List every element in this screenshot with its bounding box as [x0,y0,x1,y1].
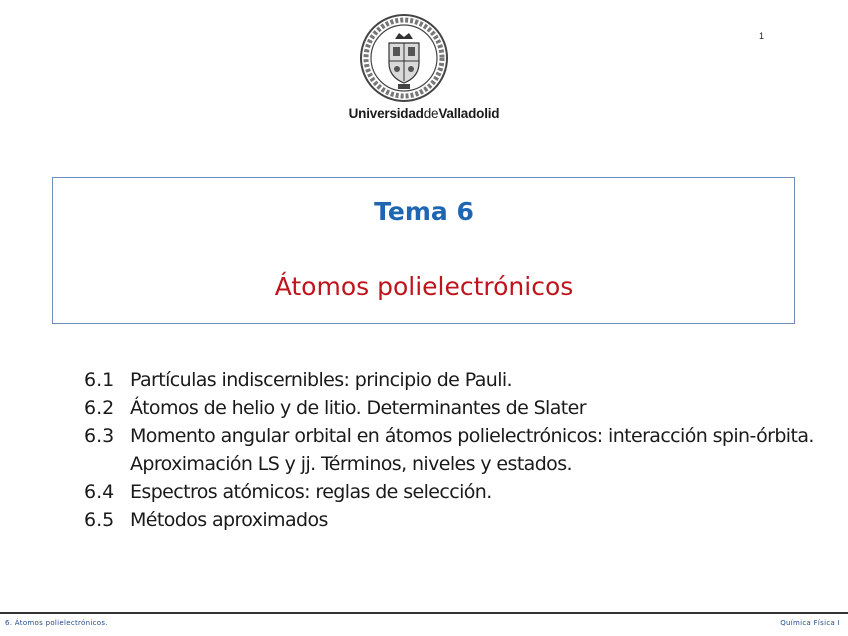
university-name [0,106,848,121]
toc-item-number: 6.1 [84,369,115,391]
toc-item [84,422,824,478]
topic-title: Tema 6 [374,197,474,226]
toc-item-text: Partículas indiscernibles: principio de Pauli. [130,369,512,391]
toc-item-number: 6.3 [84,425,115,447]
toc-item-text: Métodos aproximados [130,509,328,531]
page-number: 1 [759,31,765,41]
footer-chapter: 6. Átomos polielectrónicos. [5,619,108,627]
toc-item [84,394,824,422]
toc-item-number: 6.4 [84,481,115,503]
university-name-part1: Universidad [348,106,424,121]
toc-item-text: Átomos de helio y de litio. Determinantes de Slater [130,397,586,419]
topic-subtitle: Átomos polielectrónicos [274,272,574,301]
table-of-contents [84,366,824,534]
toc-item [84,478,824,506]
toc-item-text: Momento angular orbital en átomos polielectrónicos: interacción spin-órbita. Aproximación LS y jj. Términos, niveles y estados. [130,425,814,475]
toc-item-number: 6.5 [84,509,115,531]
university-seal-logo [359,13,449,103]
toc-item [84,506,824,534]
university-name-part3: Valladolid [438,106,500,121]
university-name-part2: de [423,106,439,121]
toc-item [84,366,824,394]
footer-course: Química Física I [780,619,840,627]
toc-item-number: 6.2 [84,397,115,419]
footer-divider [0,612,848,614]
toc-item-text: Espectros atómicos: reglas de selección. [130,481,492,503]
